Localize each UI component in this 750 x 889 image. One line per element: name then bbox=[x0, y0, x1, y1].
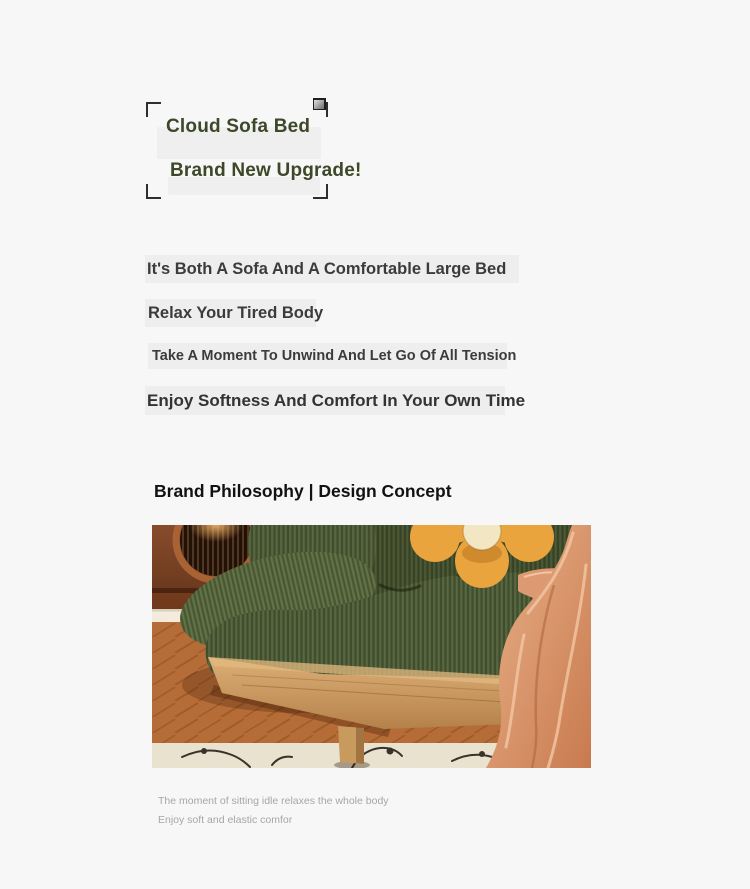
section-heading: Brand Philosophy | Design Concept bbox=[154, 481, 452, 501]
product-photo bbox=[152, 525, 591, 768]
hero-title-line1: Cloud Sofa Bed bbox=[166, 116, 311, 137]
sofa-scene-illustration bbox=[152, 525, 591, 768]
frame-corner-bottom-left bbox=[146, 184, 161, 199]
slogan-line-4: Enjoy Softness And Comfort In Your Own Time bbox=[145, 386, 505, 415]
photo-caption-line2: Enjoy soft and elastic comfor bbox=[158, 814, 293, 826]
slogan-line-3: Take A Moment To Unwind And Let Go Of All Tension bbox=[148, 343, 507, 369]
slogan-line-2: Relax Your Tired Body bbox=[145, 299, 316, 327]
photo-caption-line1: The moment of sitting idle relaxes the whole body bbox=[158, 795, 389, 807]
hero-title-line2: Brand New Upgrade! bbox=[170, 160, 362, 181]
slogan-line-1: It's Both A Sofa And A Comfortable Large Bed bbox=[145, 255, 519, 283]
frame-corner-top-left bbox=[146, 102, 161, 117]
image-thumbnail-icon bbox=[313, 98, 326, 110]
